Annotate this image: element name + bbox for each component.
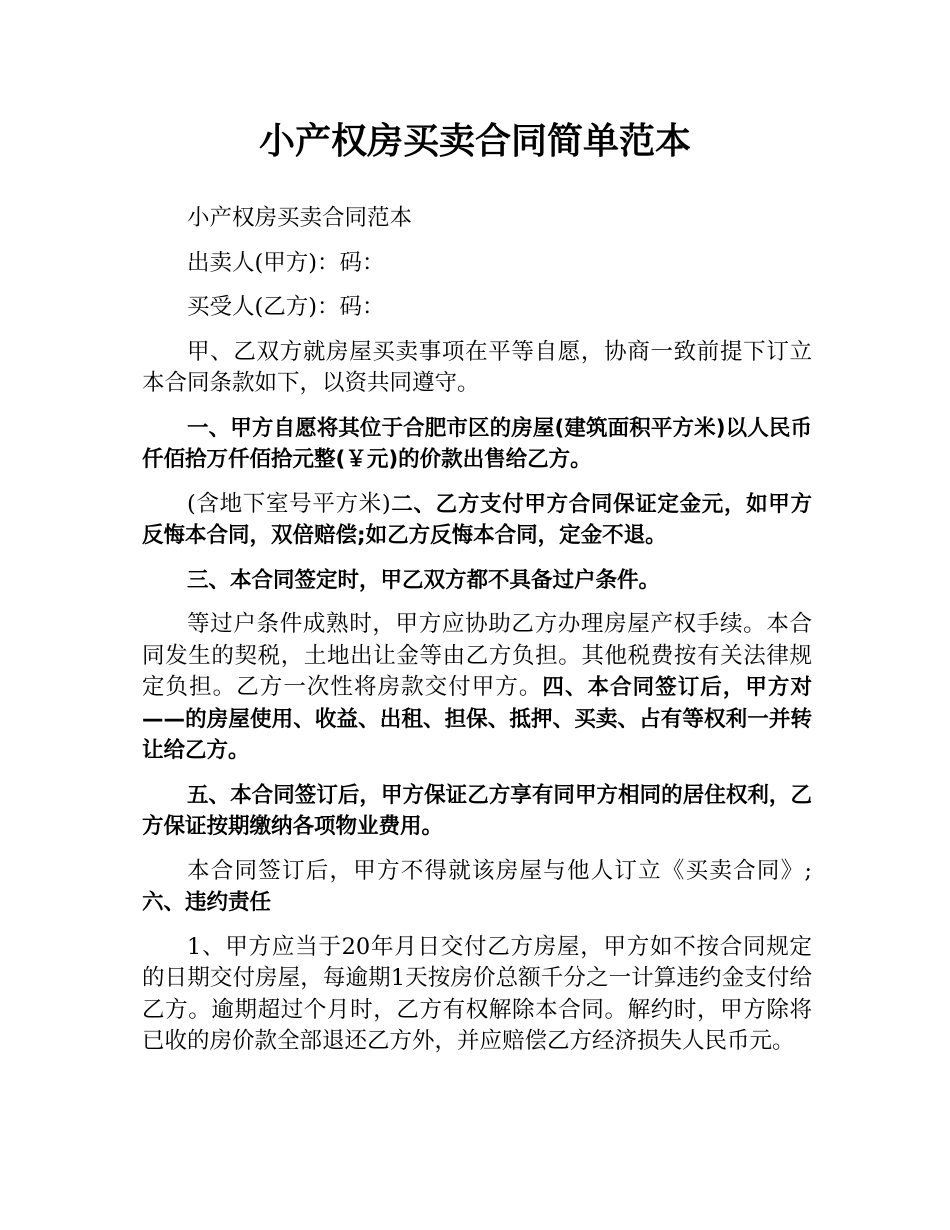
clause-paragraph (142, 609, 812, 767)
paragraph (142, 337, 812, 400)
text-run: 甲、乙双方就房屋买卖事项在平等自愿，协商一致前提下订立本合同条款如下，以资共同遵守。 (142, 338, 812, 396)
clause-text: 一、甲方自愿将其位于合肥市区的房屋(建筑面积平方米)以人民币仟佰拾万仟佰拾元整(￥元)的价款出售给乙方。 (142, 415, 812, 472)
clause-text: 三、本合同签定时，甲乙双方都不具备过户条件。 (187, 567, 661, 593)
clause-paragraph (142, 489, 812, 552)
text-run: 1、甲方应当于20年月日交付乙方房屋，甲方如不按合同规定的日期交付房屋，每逾期1天按房价总额千分之一计算违约金支付给乙方。逾期超过个月时，乙方有权解除本合同。解约时，甲方除将已收的房价款全部退还乙方外，并应赔偿乙方经济损失人民币元。 (142, 933, 812, 1054)
clause-paragraph (142, 565, 812, 597)
clause-text: 四、本合同签订后，甲方对——的房屋使用、收益、出租、担保、抵押、买卖、占有等权利一并转让给乙方。 (142, 675, 812, 763)
clause-paragraph (142, 780, 812, 843)
text-run: 小产权房买卖合同范本 (187, 205, 413, 231)
document-title: 小产权房买卖合同简单范本 (258, 121, 691, 162)
paragraph (142, 203, 812, 235)
text-run: 买受人(乙方)：码： (187, 294, 385, 320)
text-run: 本合同签订后，甲方不得就该房屋与他人订立《买卖合同》; (187, 857, 812, 884)
text-run: (含地下室号平方米) (187, 490, 391, 517)
clause-heading: 六、违约责任 (142, 890, 272, 915)
clause-text: 五、本合同签订后，甲方保证乙方享有同甲方相同的居住权利，乙方保证按期缴纳各项物业费用。 (142, 782, 812, 839)
paragraph (142, 292, 812, 324)
text-run: 等过户条件成熟时，甲方应协助乙方办理房屋产权手续。本合同发生的契税，土地出让金等由乙方负担。其他税费按有关法律规定负担。乙方一次性将房款交付甲方。 (142, 611, 812, 700)
text-run: 出卖人(甲方)：码： (187, 249, 385, 276)
document-body (142, 203, 812, 1071)
paragraph (142, 932, 812, 1058)
clause-paragraph (142, 856, 812, 919)
clause-text: 二、乙方支付甲方合同保证定金元，如甲方反悔本合同，双倍赔偿;如乙方反悔本合同，定金不退。 (142, 491, 812, 548)
clause-paragraph (142, 413, 812, 476)
paragraph (142, 248, 812, 280)
